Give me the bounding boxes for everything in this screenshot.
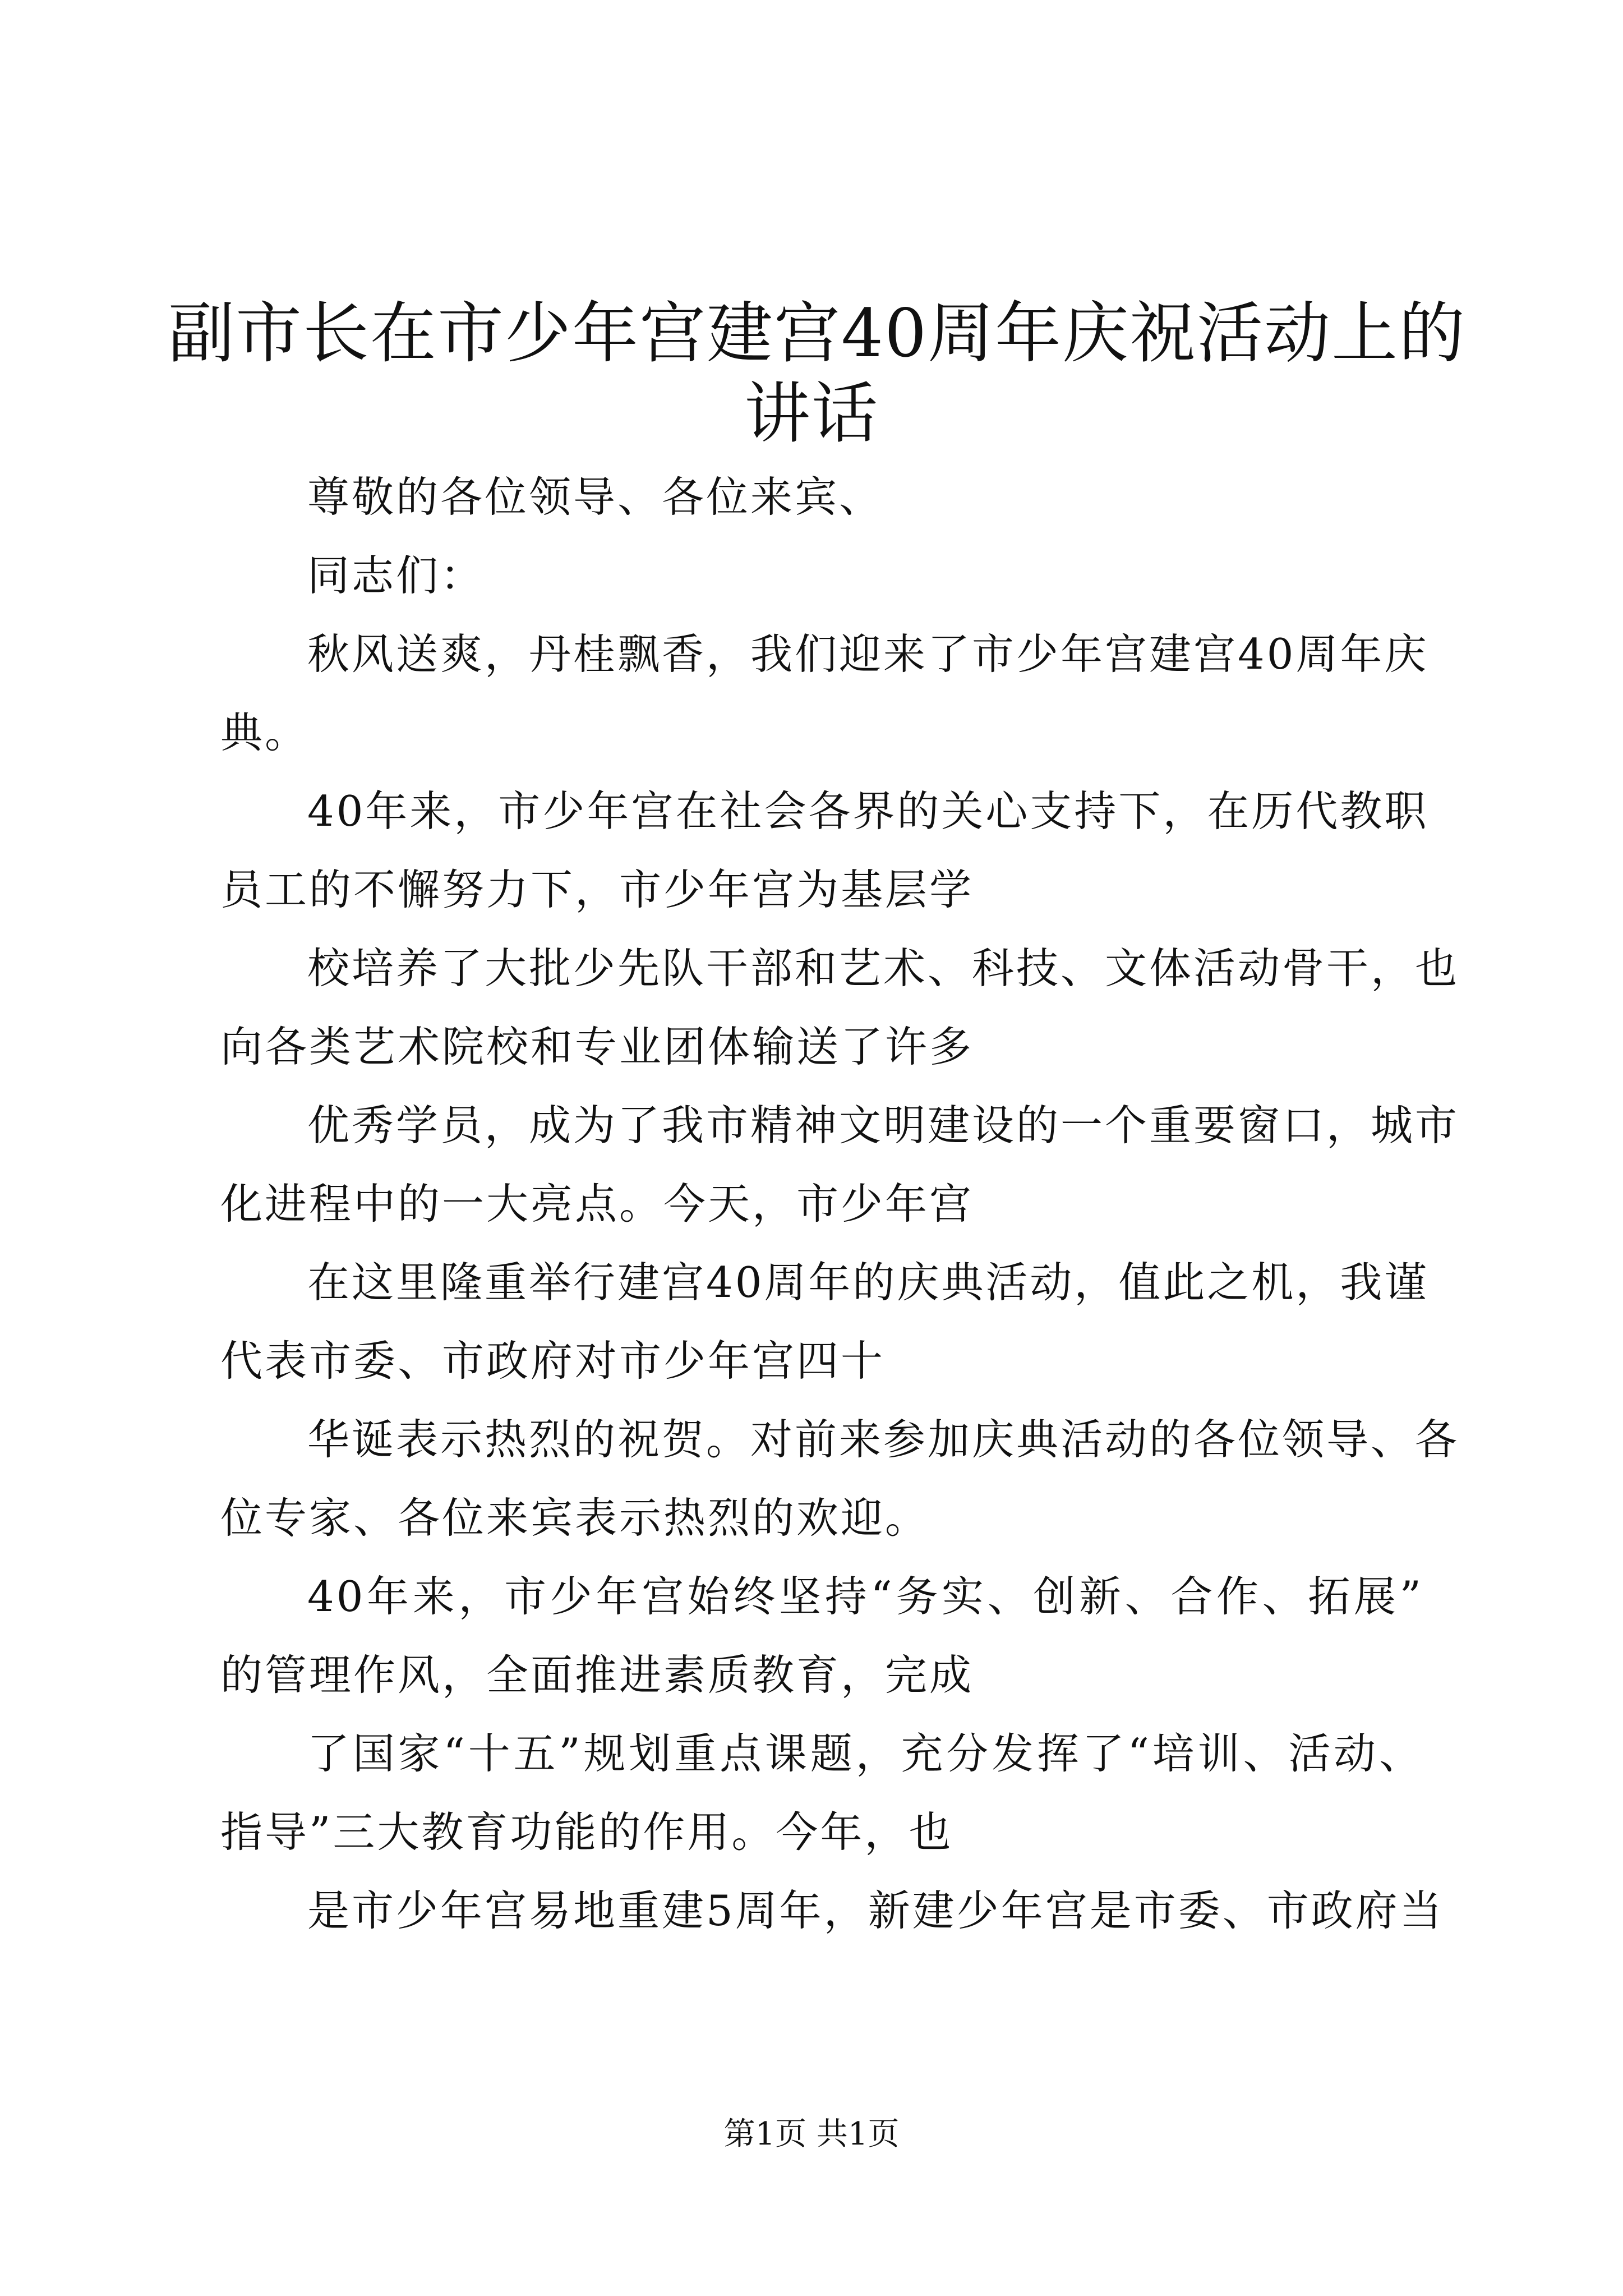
paragraph-line: 指导”三大教育功能的作用。今年，也 [220, 1807, 953, 1857]
paragraph-text: 在这里隆重举行建宫40周年的庆典活动，值此之机，我谨 [307, 1258, 1429, 1307]
salutation-line: 尊敬的各位领导、各位来宾、 [307, 472, 884, 522]
paragraph-line: 化进程中的一大亮点。今天，市少年宫 [220, 1179, 974, 1228]
paragraph-line: 典。 [220, 708, 310, 757]
document-title-line-2: 讲话 [744, 375, 879, 452]
paragraph-text: 40年来，市少年宫始终坚持“务实、创新、合作、拓展” [307, 1572, 1423, 1621]
paragraph-text: 校培养了大批少先队干部和艺术、科技、文体活动骨干，也 [307, 944, 1460, 993]
paragraph-line [307, 1411, 1460, 1467]
salutation-comrades: 同志们： [307, 551, 485, 600]
paragraph-line [307, 626, 1429, 682]
paragraph-line: 员工的不懈努力下，市少年宫为基层学 [220, 865, 974, 914]
paragraph-text: 40年来，市少年宫在社会各界的关心支持下，在历代教职 [307, 786, 1429, 836]
paragraph-text: 了国家“十五”规划重点课题，充分发挥了“培训、活动、 [307, 1729, 1423, 1778]
document-title-line-1: 副市长在市少年宫建宫40周年庆祝活动上的 [168, 295, 1467, 372]
paragraph-line [307, 783, 1429, 839]
paragraph-line [307, 1726, 1423, 1782]
paragraph-text: 秋风送爽，丹桂飘香，我们迎来了市少年宫建宫40周年庆 [307, 629, 1429, 679]
paragraph-line [307, 1254, 1429, 1310]
paragraph-line: 代表市委、市政府对市少年宫四十 [220, 1336, 886, 1386]
paragraph-line [307, 940, 1460, 996]
paragraph-line: 位专家、各位来宾表示热烈的欢迎。 [220, 1493, 930, 1543]
paragraph-line [307, 1097, 1460, 1153]
paragraph-line [307, 1883, 1444, 1939]
paragraph-text: 优秀学员，成为了我市精神文明建设的一个重要窗口，城市 [307, 1101, 1460, 1150]
paragraph-line [307, 1568, 1423, 1625]
page-footer: 第1页 共1页 [723, 2116, 900, 2152]
paragraph-text: 华诞表示热烈的祝贺。对前来参加庆典活动的各位领导、各 [307, 1415, 1460, 1464]
paragraph-line: 的管理作风，全面推进素质教育，完成 [220, 1650, 974, 1700]
paragraph-line: 向各类艺术院校和专业团体输送了许多 [220, 1022, 974, 1071]
paragraph-text: 是市少年宫易地重建5周年，新建少年宫是市委、市政府当 [307, 1886, 1444, 1935]
